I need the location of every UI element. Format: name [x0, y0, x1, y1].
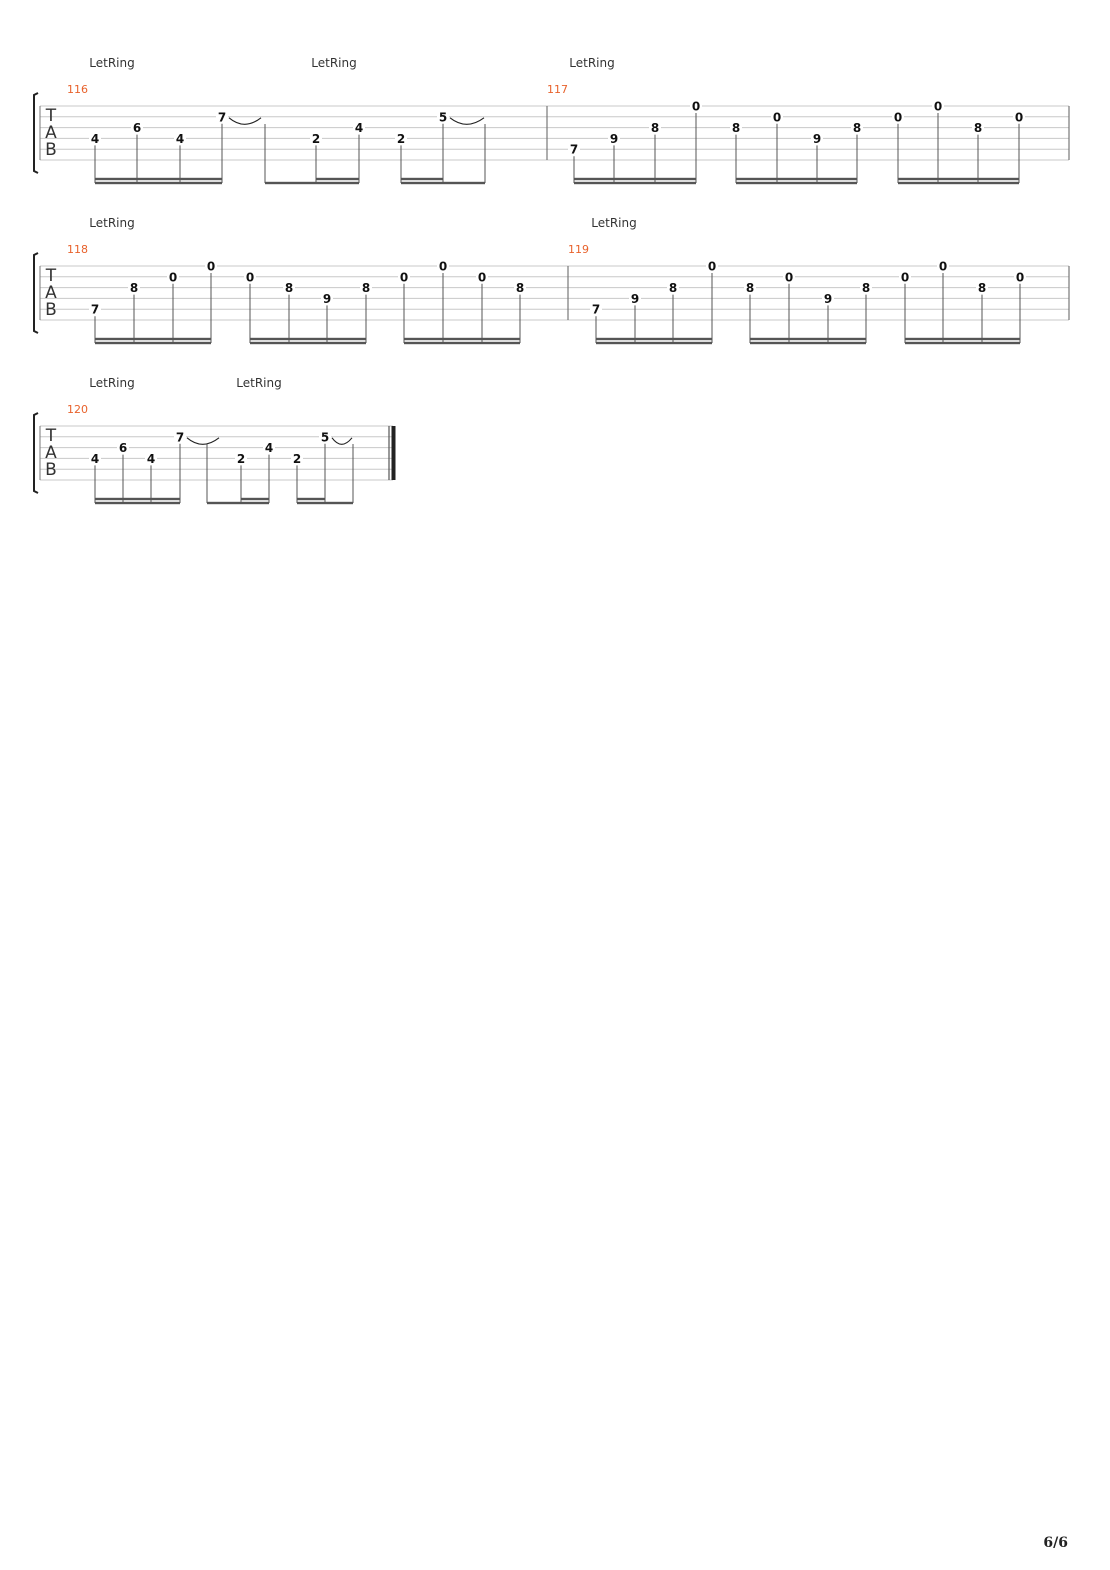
final-barline-thick — [392, 426, 396, 480]
fret-number: 8 — [852, 121, 862, 136]
tie-arc — [187, 438, 219, 445]
fret-number: 4 — [264, 441, 274, 456]
secondary-beam — [404, 338, 520, 340]
fret-number: 0 — [245, 270, 255, 285]
tab-clef-letter: B — [45, 140, 57, 160]
let-ring-annotation: LetRing — [89, 216, 135, 230]
fret-number: 8 — [361, 281, 371, 296]
fret-number: 8 — [973, 121, 983, 136]
fret-number: 0 — [1014, 110, 1024, 125]
fret-number: 4 — [175, 131, 185, 146]
fret-number: 7 — [591, 302, 601, 317]
fret-number: 8 — [515, 281, 525, 296]
fret-number: 8 — [861, 281, 871, 296]
fret-number: 7 — [217, 110, 227, 125]
fret-number: 6 — [132, 121, 142, 136]
secondary-beam — [95, 498, 180, 500]
let-ring-annotation: LetRing — [311, 56, 357, 70]
fret-number: 0 — [900, 270, 910, 285]
fret-number: 0 — [772, 110, 782, 125]
tie-arc — [450, 118, 484, 125]
fret-number: 0 — [691, 99, 701, 114]
fret-number: 0 — [477, 270, 487, 285]
let-ring-annotation: LetRing — [236, 376, 282, 390]
let-ring-annotation: LetRing — [89, 376, 135, 390]
system-bracket — [34, 93, 38, 173]
primary-beam — [207, 502, 269, 504]
secondary-beam — [250, 338, 366, 340]
primary-beam — [736, 182, 857, 184]
tab-clef-letter: T — [45, 266, 57, 286]
primary-beam — [404, 342, 520, 344]
fret-number: 8 — [745, 281, 755, 296]
measure-number: 116 — [67, 83, 88, 96]
primary-beam — [250, 342, 366, 344]
primary-beam — [95, 182, 222, 184]
secondary-beam — [596, 338, 712, 340]
fret-number: 0 — [938, 259, 948, 274]
primary-beam — [750, 342, 866, 344]
measure-number: 117 — [547, 83, 568, 96]
secondary-beam — [905, 338, 1020, 340]
secondary-beam — [898, 178, 1019, 180]
fret-number: 0 — [1015, 270, 1025, 285]
page-number: 6/6 — [1043, 1535, 1068, 1551]
fret-number: 4 — [146, 451, 156, 466]
fret-number: 8 — [668, 281, 678, 296]
fret-number: 4 — [90, 451, 100, 466]
primary-beam — [265, 182, 359, 184]
primary-beam — [297, 502, 353, 504]
fret-number: 0 — [893, 110, 903, 125]
fret-number: 2 — [292, 451, 302, 466]
system-bracket — [34, 253, 38, 333]
fret-number: 7 — [90, 302, 100, 317]
fret-number: 0 — [707, 259, 717, 274]
fret-number: 6 — [118, 441, 128, 456]
primary-beam — [574, 182, 696, 184]
tab-clef-letter: B — [45, 460, 57, 480]
fret-number: 5 — [320, 430, 330, 445]
fret-number: 2 — [396, 131, 406, 146]
secondary-beam — [750, 338, 866, 340]
tab-clef-letter: A — [45, 123, 57, 143]
fret-number: 5 — [438, 110, 448, 125]
tab-clef-letter: T — [45, 106, 57, 126]
fret-number: 0 — [168, 270, 178, 285]
fret-number: 2 — [236, 451, 246, 466]
secondary-beam — [95, 338, 211, 340]
fret-number: 9 — [823, 291, 833, 306]
system-bracket — [34, 413, 38, 493]
primary-beam — [905, 342, 1020, 344]
fret-number: 0 — [399, 270, 409, 285]
secondary-beam — [95, 178, 222, 180]
fret-number: 0 — [438, 259, 448, 274]
fret-number: 0 — [784, 270, 794, 285]
fret-number: 7 — [569, 142, 579, 157]
fret-number: 7 — [175, 430, 185, 445]
fret-number: 9 — [812, 131, 822, 146]
fret-number: 4 — [354, 121, 364, 136]
secondary-beam — [401, 178, 443, 180]
secondary-beam — [574, 178, 696, 180]
primary-beam — [596, 342, 712, 344]
fret-number: 0 — [933, 99, 943, 114]
tab-clef-letter: B — [45, 300, 57, 320]
fret-number: 8 — [129, 281, 139, 296]
fret-number: 8 — [977, 281, 987, 296]
secondary-beam — [316, 178, 359, 180]
primary-beam — [95, 502, 180, 504]
let-ring-annotation: LetRing — [569, 56, 615, 70]
primary-beam — [898, 182, 1019, 184]
measure-number: 118 — [67, 243, 88, 256]
tie-arc — [332, 438, 352, 445]
fret-number: 8 — [284, 281, 294, 296]
tie-arc — [229, 118, 261, 125]
fret-number: 2 — [311, 131, 321, 146]
fret-number: 4 — [90, 131, 100, 146]
let-ring-annotation: LetRing — [591, 216, 637, 230]
primary-beam — [95, 342, 211, 344]
fret-number: 9 — [609, 131, 619, 146]
fret-number: 8 — [731, 121, 741, 136]
primary-beam — [401, 182, 485, 184]
let-ring-annotation: LetRing — [89, 56, 135, 70]
tab-clef-letter: A — [45, 443, 57, 463]
secondary-beam — [241, 498, 269, 500]
secondary-beam — [736, 178, 857, 180]
tab-clef-letter: T — [45, 426, 57, 446]
secondary-beam — [297, 498, 325, 500]
measure-number: 120 — [67, 403, 88, 416]
fret-number: 9 — [322, 291, 332, 306]
fret-number: 9 — [630, 291, 640, 306]
fret-number: 8 — [650, 121, 660, 136]
measure-number: 119 — [568, 243, 589, 256]
tab-clef-letter: A — [45, 283, 57, 303]
fret-number: 0 — [206, 259, 216, 274]
